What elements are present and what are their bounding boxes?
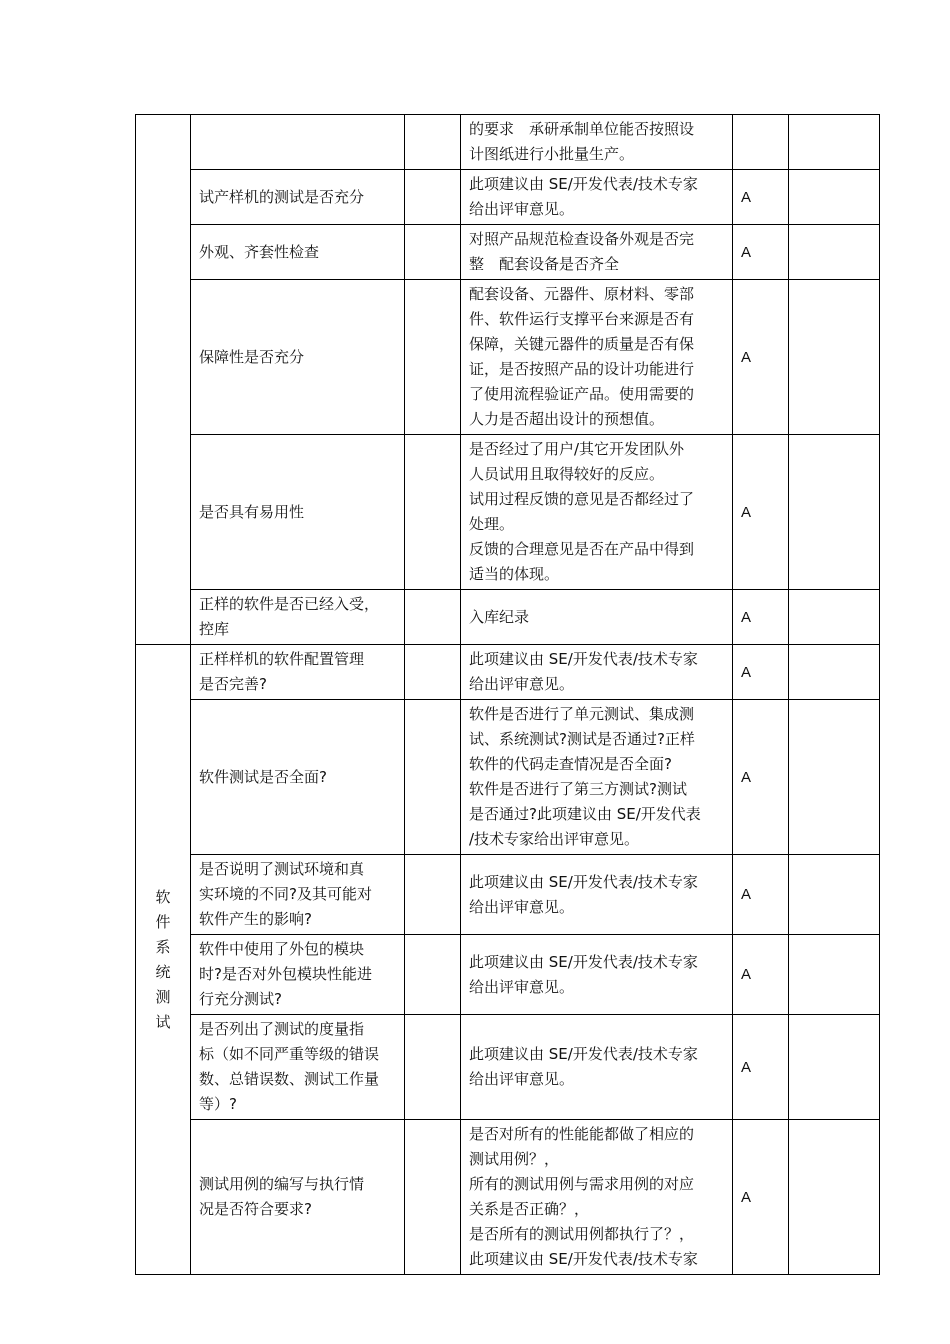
empty-cell [405, 170, 461, 225]
text-line: 是否经过了用户/其它开发团队外 [469, 440, 685, 458]
text-line: 人力是否超出设计的预想值。 [469, 410, 665, 428]
text-line: 行充分测试? [199, 990, 282, 1008]
empty-cell [405, 435, 461, 590]
empty-cell [789, 1015, 880, 1120]
text-line: 试产样机的测试是否充分 [199, 187, 365, 206]
text-line: 证，是否按照产品的设计功能进行 [469, 360, 695, 378]
text-line: 是否对所有的性能能都做了相应的 [469, 1125, 695, 1143]
text-line: 试用过程反馈的意见是否都经过了 [469, 490, 695, 508]
text-line: 处理。 [469, 515, 515, 533]
table-row [136, 645, 880, 700]
table-row [136, 855, 880, 935]
empty-cell [789, 1120, 880, 1275]
text-line: 数、总错误数、测试工作量 [199, 1070, 380, 1088]
grade-cell: A [733, 935, 789, 1015]
review-method-cell [461, 170, 733, 225]
text-line: 正样的软件是否已经入受， [199, 595, 380, 613]
grade-cell: A [733, 645, 789, 700]
empty-cell [405, 1120, 461, 1275]
review-item-cell [191, 1015, 405, 1120]
review-item-cell [191, 700, 405, 855]
grade-cell: A [733, 280, 789, 435]
group-cell-previous [136, 115, 191, 645]
review-method-cell [461, 1015, 733, 1120]
table-row [136, 700, 880, 855]
text-line: 控库 [199, 620, 230, 638]
grade-cell: A [733, 1120, 789, 1275]
review-item-cell [191, 1120, 405, 1275]
text-line: 标（如不同严重等级的错误 [199, 1045, 380, 1063]
text-line: 给出评审意见。 [469, 897, 575, 916]
grade-cell [733, 115, 789, 170]
text-line: 配套设备、元器件、原材料、零部 [469, 285, 695, 303]
group-label-char: 试 [155, 1012, 171, 1031]
empty-cell [789, 700, 880, 855]
text-line: 此项建议由 SE/开发代表/技术专家 [469, 175, 698, 193]
review-method-cell [461, 935, 733, 1015]
group-label-char: 件 [155, 912, 171, 931]
empty-cell [405, 1015, 461, 1120]
text-line: 给出评审意见。 [469, 675, 575, 693]
text-line: 是否说明了测试环境和真 [199, 860, 365, 878]
group-label-char: 统 [155, 962, 171, 981]
review-checklist-table [135, 114, 880, 1275]
text-line: 是否所有的测试用例都执行了？， [469, 1225, 695, 1243]
text-line: 此项建议由 SE/开发代表/技术专家 [469, 872, 698, 891]
empty-cell [789, 280, 880, 435]
text-line: 了使用流程验证产品。使用需要的 [469, 385, 695, 403]
text-line: 对照产品规范检查设备外观是否完 [469, 230, 695, 248]
table-row [136, 590, 880, 645]
review-method-cell [461, 280, 733, 435]
empty-cell [405, 855, 461, 935]
review-item-cell [191, 225, 405, 280]
empty-cell [405, 590, 461, 645]
group-label-char: 软 [155, 887, 171, 906]
text-line: 此项建议由 SE/开发代表/技术专家 [469, 650, 698, 668]
empty-cell [405, 280, 461, 435]
empty-cell [789, 855, 880, 935]
text-line: 况是否符合要求? [199, 1200, 312, 1218]
review-method-cell [461, 590, 733, 645]
review-method-cell [461, 225, 733, 280]
text-line: 实环境的不同?及其可能对 [199, 885, 372, 903]
review-method-cell [461, 645, 733, 700]
empty-cell [405, 700, 461, 855]
text-line: 的要求 承研承制单位能否按照设 [469, 120, 695, 138]
text-line: 此项建议由 SE/开发代表/技术专家 [469, 952, 698, 971]
text-line: 整 配套设备是否齐全 [469, 255, 620, 273]
grade-cell: A [733, 855, 789, 935]
text-line: 此项建议由 SE/开发代表/技术专家 [469, 1250, 698, 1268]
text-line: 是否完善? [199, 675, 267, 693]
table-row [136, 1120, 880, 1275]
empty-cell [405, 115, 461, 170]
text-line: 入库纪录 [469, 607, 530, 626]
text-line: 反馈的合理意见是否在产品中得到 [469, 540, 695, 558]
empty-cell [405, 645, 461, 700]
table-row [136, 935, 880, 1015]
grade-cell: A [733, 590, 789, 645]
text-line: 软件是否进行了单元测试、集成测 [469, 705, 695, 723]
group-label-char: 测 [155, 987, 171, 1006]
text-line: 试、系统测试?测试是否通过?正样 [469, 730, 695, 748]
text-line: 人员试用且取得较好的反应。 [469, 465, 665, 483]
group-cell-software-system-test [136, 645, 191, 1275]
review-item-cell [191, 935, 405, 1015]
text-line: 软件测试是否全面? [199, 767, 327, 786]
grade-cell: A [733, 225, 789, 280]
text-line: 关系是否正确？， [469, 1200, 590, 1218]
grade-cell: A [733, 435, 789, 590]
text-line: 给出评审意见。 [469, 977, 575, 996]
text-line: 所有的测试用例与需求用例的对应 [469, 1175, 695, 1193]
review-item-cell [191, 855, 405, 935]
empty-cell [789, 115, 880, 170]
text-line: 等）? [199, 1095, 237, 1113]
text-line: 时?是否对外包模块性能进 [199, 965, 372, 983]
review-item-cell [191, 115, 405, 170]
empty-cell [789, 170, 880, 225]
review-method-cell [461, 1120, 733, 1275]
text-line: 测试用例？， [469, 1150, 560, 1168]
text-line: 软件中使用了外包的模块 [199, 940, 365, 958]
empty-cell [789, 435, 880, 590]
text-line: 外观、齐套性检查 [199, 242, 320, 261]
text-line: 适当的体现。 [469, 565, 560, 583]
empty-cell [405, 225, 461, 280]
empty-cell [789, 590, 880, 645]
text-line: 此项建议由 SE/开发代表/技术专家 [469, 1045, 698, 1063]
grade-cell: A [733, 1015, 789, 1120]
review-item-cell [191, 645, 405, 700]
text-line: 给出评审意见。 [469, 1070, 575, 1088]
text-line: 是否列出了测试的度量指 [199, 1020, 365, 1038]
table-row [136, 115, 880, 170]
text-line: 计图纸进行小批量生产。 [469, 145, 635, 163]
empty-cell [405, 935, 461, 1015]
review-item-cell [191, 280, 405, 435]
review-method-cell [461, 115, 733, 170]
review-item-cell [191, 590, 405, 645]
text-line: 保障性是否充分 [199, 347, 305, 366]
review-method-cell [461, 435, 733, 590]
table-row [136, 280, 880, 435]
text-line: 保障，关键元器件的质量是否有保 [469, 335, 695, 353]
table-row [136, 170, 880, 225]
grade-cell: A [733, 700, 789, 855]
grade-cell: A [733, 170, 789, 225]
text-line: /技术专家给出评审意见。 [469, 830, 640, 848]
review-item-cell [191, 435, 405, 590]
text-line: 是否通过?此项建议由 SE/开发代表 [469, 805, 701, 823]
table-row [136, 1015, 880, 1120]
text-line: 软件产生的影响? [199, 910, 312, 928]
empty-cell [789, 935, 880, 1015]
text-line: 软件的代码走查情况是否全面? [469, 755, 672, 773]
text-line: 是否具有易用性 [199, 502, 305, 521]
text-line: 件、软件运行支撑平台来源是否有 [469, 310, 695, 328]
group-label-char: 系 [155, 937, 171, 956]
empty-cell [789, 645, 880, 700]
text-line: 软件是否进行了第三方测试?测试 [469, 780, 687, 798]
review-item-cell [191, 170, 405, 225]
text-line: 测试用例的编写与执行情 [199, 1175, 365, 1193]
review-method-cell [461, 855, 733, 935]
table-row [136, 225, 880, 280]
text-line: 给出评审意见。 [469, 200, 575, 218]
text-line: 正样样机的软件配置管理 [199, 650, 365, 668]
empty-cell [789, 225, 880, 280]
review-method-cell [461, 700, 733, 855]
table-row [136, 435, 880, 590]
